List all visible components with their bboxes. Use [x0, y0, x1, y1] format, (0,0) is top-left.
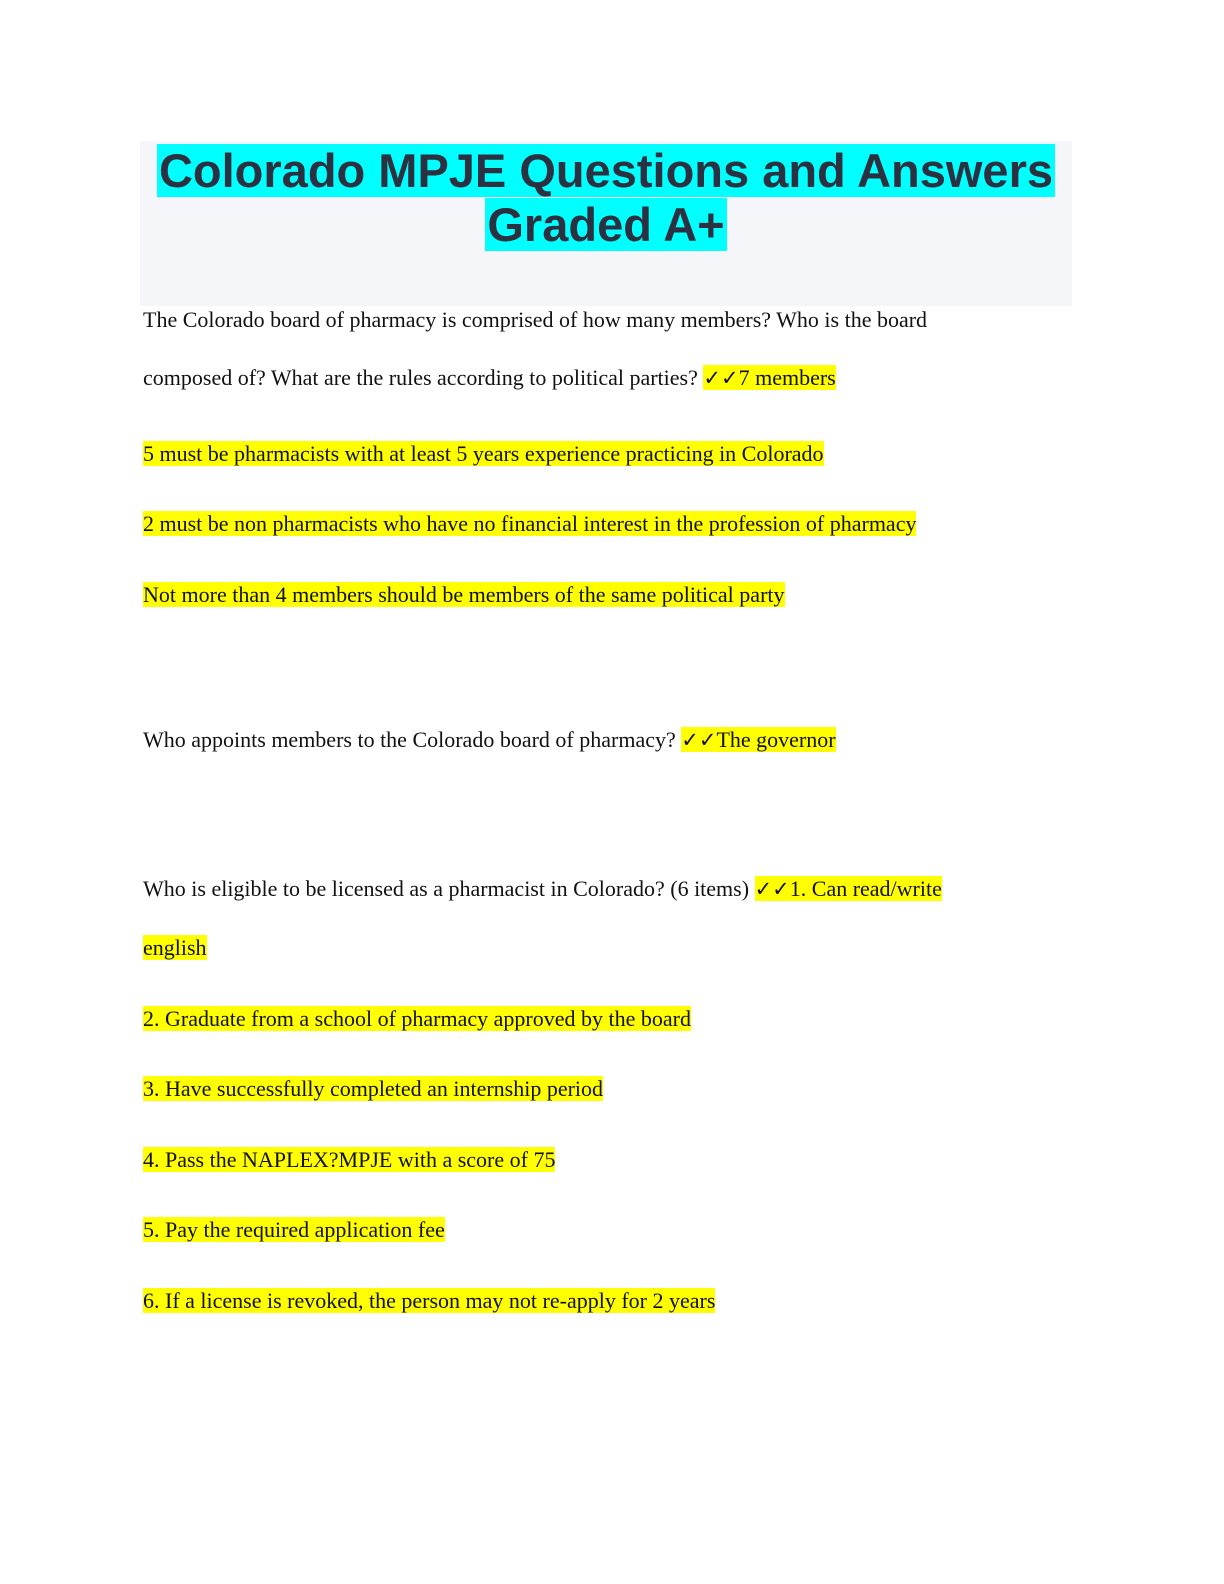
q1-answer-line-2 — [143, 509, 916, 539]
q3-answer-text-6: 6. If a license is revoked, the person may not re-apply for 2 years — [143, 1288, 716, 1313]
q2-answer-text: The governor — [716, 727, 836, 752]
q3-answer-text-3: 3. Have successfully completed an internship period — [143, 1076, 604, 1101]
q2-answer — [681, 727, 835, 752]
q2-question-text: Who appoints members to the Colorado board of pharmacy? — [143, 727, 676, 752]
q3-answer-first-cont-text: english — [143, 935, 207, 960]
q1-question-line-1 — [143, 305, 927, 335]
q1-answer-first-text: 7 members — [738, 365, 836, 390]
q3-answer-text-2: 2. Graduate from a school of pharmacy approved by the board — [143, 1006, 691, 1031]
q3-answer-text-5: 5. Pay the required application fee — [143, 1217, 445, 1242]
q1-answer-line-1 — [143, 439, 824, 469]
q1-question-text-1: The Colorado board of pharmacy is comprised of how many members? Who is the board — [143, 307, 928, 332]
q3-answer-line-3 — [143, 1074, 603, 1104]
q1-answer-first — [703, 365, 835, 390]
q3-answer-line-2 — [143, 1004, 691, 1034]
title-line-1-text: Colorado MPJE Questions and Answers — [158, 144, 1054, 197]
title-line-2-text: Graded A+ — [487, 198, 725, 251]
q1-question-line-2 — [143, 363, 836, 393]
title-line-1 — [140, 144, 1072, 198]
q3-answer-line-5 — [143, 1215, 445, 1245]
q3-question-line — [143, 874, 942, 904]
q3-question-text: Who is eligible to be licensed as a pharmacist in Colorado? (6 items) — [143, 876, 750, 901]
title-line-2 — [140, 198, 1072, 252]
q1-answer-text-1: 5 must be pharmacists with at least 5 years experience practicing in Colorado — [143, 441, 824, 466]
document-title — [140, 141, 1072, 306]
q3-answer-first-cont-line — [143, 933, 207, 963]
q3-answer-first-text: 1. Can read/write — [789, 876, 942, 901]
q1-answer-text-3: Not more than 4 members should be members of the same political party — [143, 582, 785, 607]
q2-line — [143, 725, 836, 755]
q3-answer-text-4: 4. Pass the NAPLEX?MPJE with a score of 75 — [143, 1147, 556, 1172]
q1-question-text-2: composed of? What are the rules according to political parties? — [143, 365, 698, 390]
q3-answer-line-6 — [143, 1286, 715, 1316]
q3-answer-line-4 — [143, 1145, 555, 1175]
check-mark-icon: ✓✓ — [681, 728, 717, 752]
check-mark-icon: ✓✓ — [703, 366, 739, 390]
check-mark-icon: ✓✓ — [754, 877, 790, 901]
q1-answer-line-3 — [143, 580, 785, 610]
q3-answer-first — [755, 876, 942, 901]
q1-answer-text-2: 2 must be non pharmacists who have no financial interest in the profession of pharmacy — [143, 511, 917, 536]
